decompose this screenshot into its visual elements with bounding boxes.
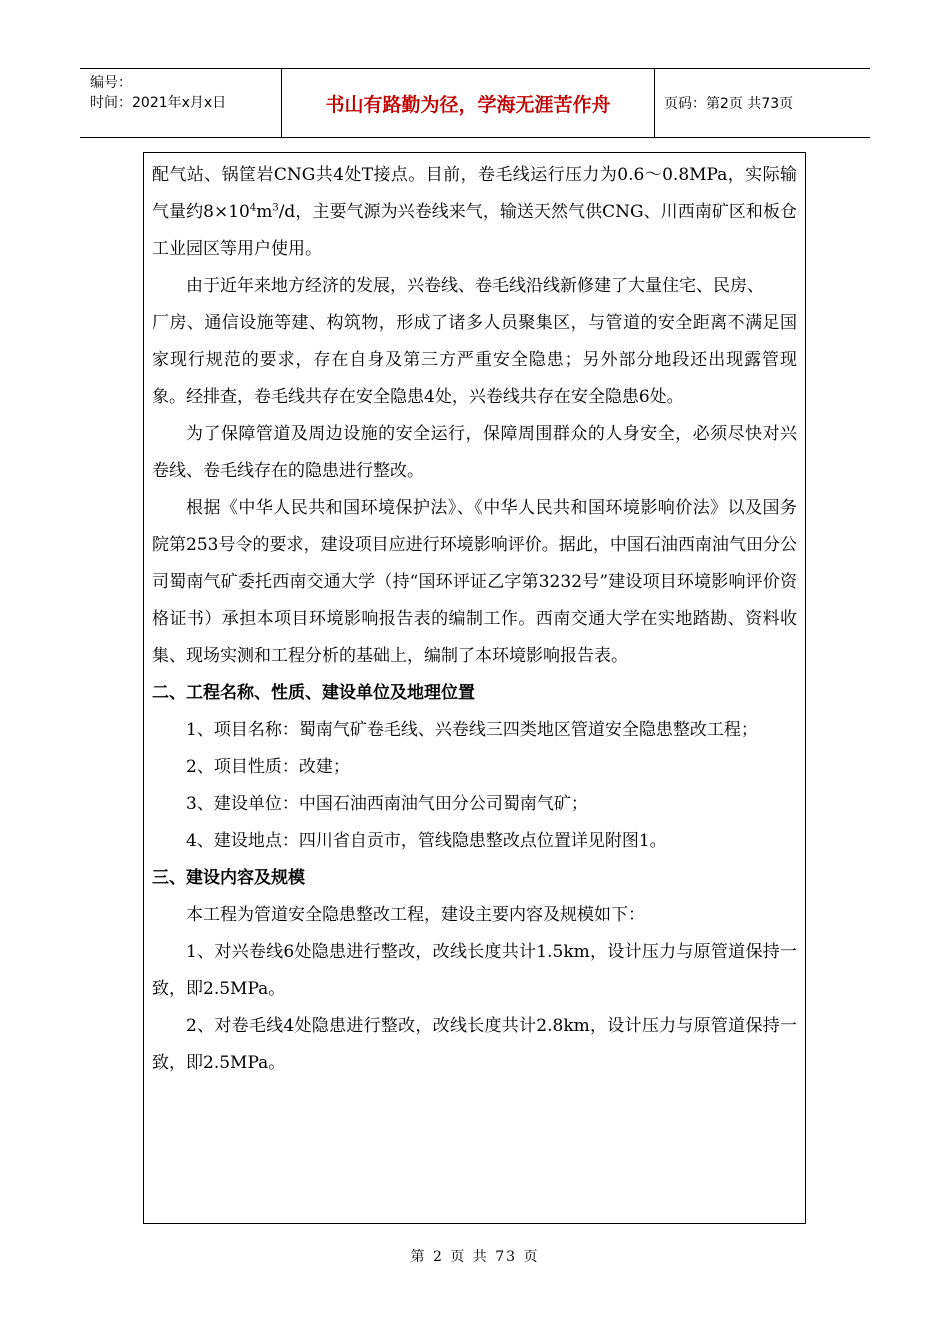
page-footer: 第 2 页 共 73 页 (410, 1249, 540, 1265)
number-label: 编号： (90, 75, 132, 91)
item-project-nature: 2、项目性质：改建； (186, 757, 350, 777)
content-box (143, 152, 806, 1224)
item-construction-unit: 3、建设单位：中国石油西南油气田分公司蜀南气矿； (186, 794, 588, 814)
date-label: 时间：2021年x月x日 (90, 95, 227, 111)
scope-item-1: 1、对兴卷线6处隐患进行整改，改线长度共计1.5km，设计压力与原管道保持一致，即2.5MPa。 (152, 942, 797, 999)
section-heading-2: 二、工程名称、性质、建设单位及地理位置 (152, 683, 475, 703)
section-heading-3: 三、建设内容及规模 (152, 868, 305, 888)
motto-text: 书山有路勤为径，学海无涯苦作舟 (325, 93, 611, 116)
paragraph-development-a: 由于近年来地方经济的发展，兴卷线、卷毛线沿线新修建了大量住宅、民房、 (186, 276, 764, 296)
item-project-name: 1、项目名称：蜀南气矿卷毛线、兴卷线三四类地区管道安全隐患整改工程； (186, 720, 758, 740)
document-header (80, 68, 870, 138)
paragraph-legal-basis: 根据《中华人民共和国环境保护法》、《中华人民共和国环境影响价法》以及国务院第253号令的要求，建设项目应进行环境影响评价。据此，中国石油西南油气田分公司蜀南气矿委托西南交通大学（持“国环评证乙字第3232号”建设项目环境影响评价资格证书）承担本项目环境影响报告表的编制工作。西南交通大学在实地踏勘、资料收集、现场实测和工程分析的基础上，编制了本环境影响报告表。 (152, 498, 797, 666)
header-meta-cell (80, 69, 282, 137)
item-construction-site: 4、建设地点：四川省自贡市，管线隐患整改点位置详见附图1。 (186, 831, 667, 851)
paragraph-pressure: 配气站、锅筐岩CNG共4处T接点。目前，卷毛线运行压力为0.6～0.8MPa，实际输气量约$8\times 10^4m^3/d$，主要气源为兴卷线来气，输送天然气供CNG、川西南矿区和板仓工业园区等用户使用。 (152, 165, 797, 259)
header-page-info: 页码：第2页 共73页 (664, 96, 794, 112)
scope-intro: 本工程为管道安全隐患整改工程，建设主要内容及规模如下： (186, 905, 645, 925)
header-motto-cell (282, 69, 655, 137)
paragraph-development-b: 厂房、通信设施等建、构筑物，形成了诸多人员聚集区，与管道的安全距离不满足国家现行规范的要求，存在自身及第三方严重安全隐患；另外部分地段还出现露管现象。经排查，卷毛线共存在安全隐患4处，兴卷线共存在安全隐患6处。 (152, 313, 797, 407)
scope-item-2: 2、对卷毛线4处隐患进行整改，改线长度共计2.8km，设计压力与原管道保持一致，即2.5MPa。 (152, 1016, 797, 1073)
paragraph-safety: 为了保障管道及周边设施的安全运行，保障周围群众的人身安全，必须尽快对兴卷线、卷毛线存在的隐患进行整改。 (152, 424, 797, 481)
